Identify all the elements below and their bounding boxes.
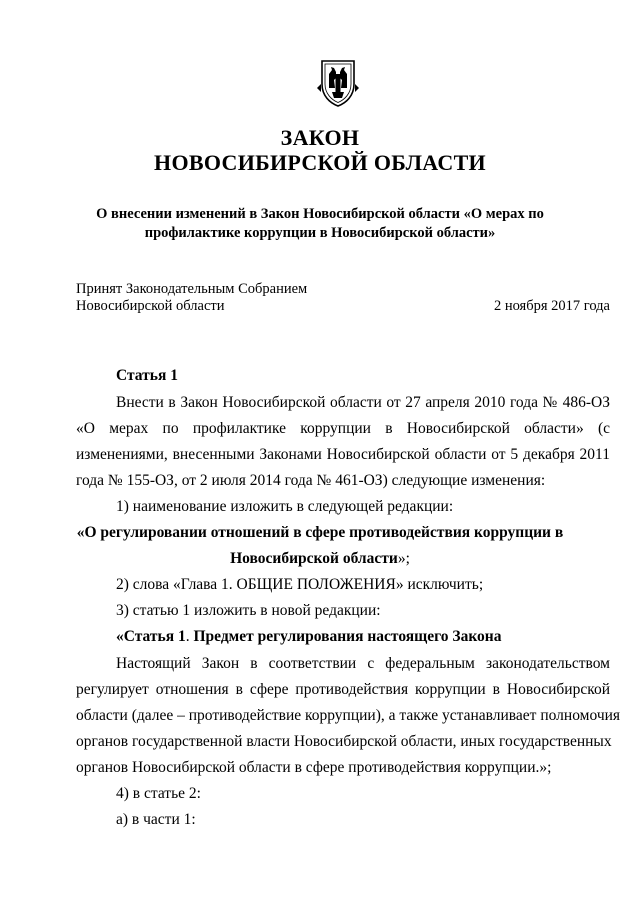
amendment-item-2: 2) слова «Глава 1. ОБЩИЕ ПОЛОЖЕНИЯ» исключить; (116, 576, 484, 593)
law-subtitle-line1: О внесении изменений в Закон Новосибирской области «О мерах по (96, 206, 544, 222)
new-law-title-line2 (0, 550, 640, 568)
new-article-1-dot: . (185, 628, 190, 645)
amendment-item-4: 4) в статье 2: (116, 785, 201, 802)
new-article-1-text-line1: Настоящий Закон в соответствии с федеральным законодательством (116, 655, 610, 672)
adoption-body-line2: Новосибирской области (76, 298, 225, 314)
new-article-1-text-line4: органов государственной власти Новосибирской области, иных государственных (76, 733, 612, 750)
new-article-1-text-line3: области (далее – противодействие коррупции), а также устанавливает полномочия (76, 707, 621, 724)
article-1-heading: Статья 1 (116, 367, 178, 384)
law-subtitle-line2: профилактике коррупции в Новосибирской области» (144, 225, 496, 241)
article-1-text-line3: изменениями, внесенными Законами Новосибирской области от 5 декабря 2011 (76, 446, 610, 463)
law-title-line2: НОВОСИБИРСКОЙ ОБЛАСТИ (154, 150, 486, 175)
amendment-item-3: 3) статью 1 изложить в новой редакции: (116, 602, 381, 619)
coat-of-arms-emblem (316, 58, 360, 108)
amendment-item-1: 1) наименование изложить в следующей редакции: (116, 498, 454, 515)
law-title-line1: ЗАКОН (280, 125, 360, 150)
new-law-title-line1: «О регулировании отношений в сфере противодействия коррупции в (76, 524, 564, 541)
article-1-text-line2: «О мерах по профилактике коррупции в Новосибирской области» (с (76, 420, 610, 437)
new-article-1-title: Предмет регулирования настоящего Закона (189, 628, 502, 645)
new-article-1-heading (116, 628, 502, 646)
new-law-title-line2-tail: »; (397, 550, 410, 567)
new-law-title-line2-bold: Новосибирской области (230, 550, 398, 567)
article-1-text-line4: года № 155-ОЗ, от 2 июля 2014 года № 461-ОЗ) следующие изменения: (76, 472, 546, 489)
new-article-1-text-line2: регулирует отношения в сфере противодействия коррупции в Новосибирской (76, 681, 610, 698)
article-1-text-line1: Внести в Закон Новосибирской области от 27 апреля 2010 года № 486-ОЗ (116, 394, 610, 411)
new-article-1-text-line5: органов Новосибирской области в сфере противодействия коррупции.»; (76, 759, 552, 776)
new-article-1-prefix: «Статья 1 (116, 628, 186, 645)
adoption-date: 2 ноября 2017 года (493, 298, 610, 314)
amendment-item-4a: а) в части 1: (116, 811, 196, 828)
adoption-body-line1: Принят Законодательным Собранием (76, 281, 308, 297)
